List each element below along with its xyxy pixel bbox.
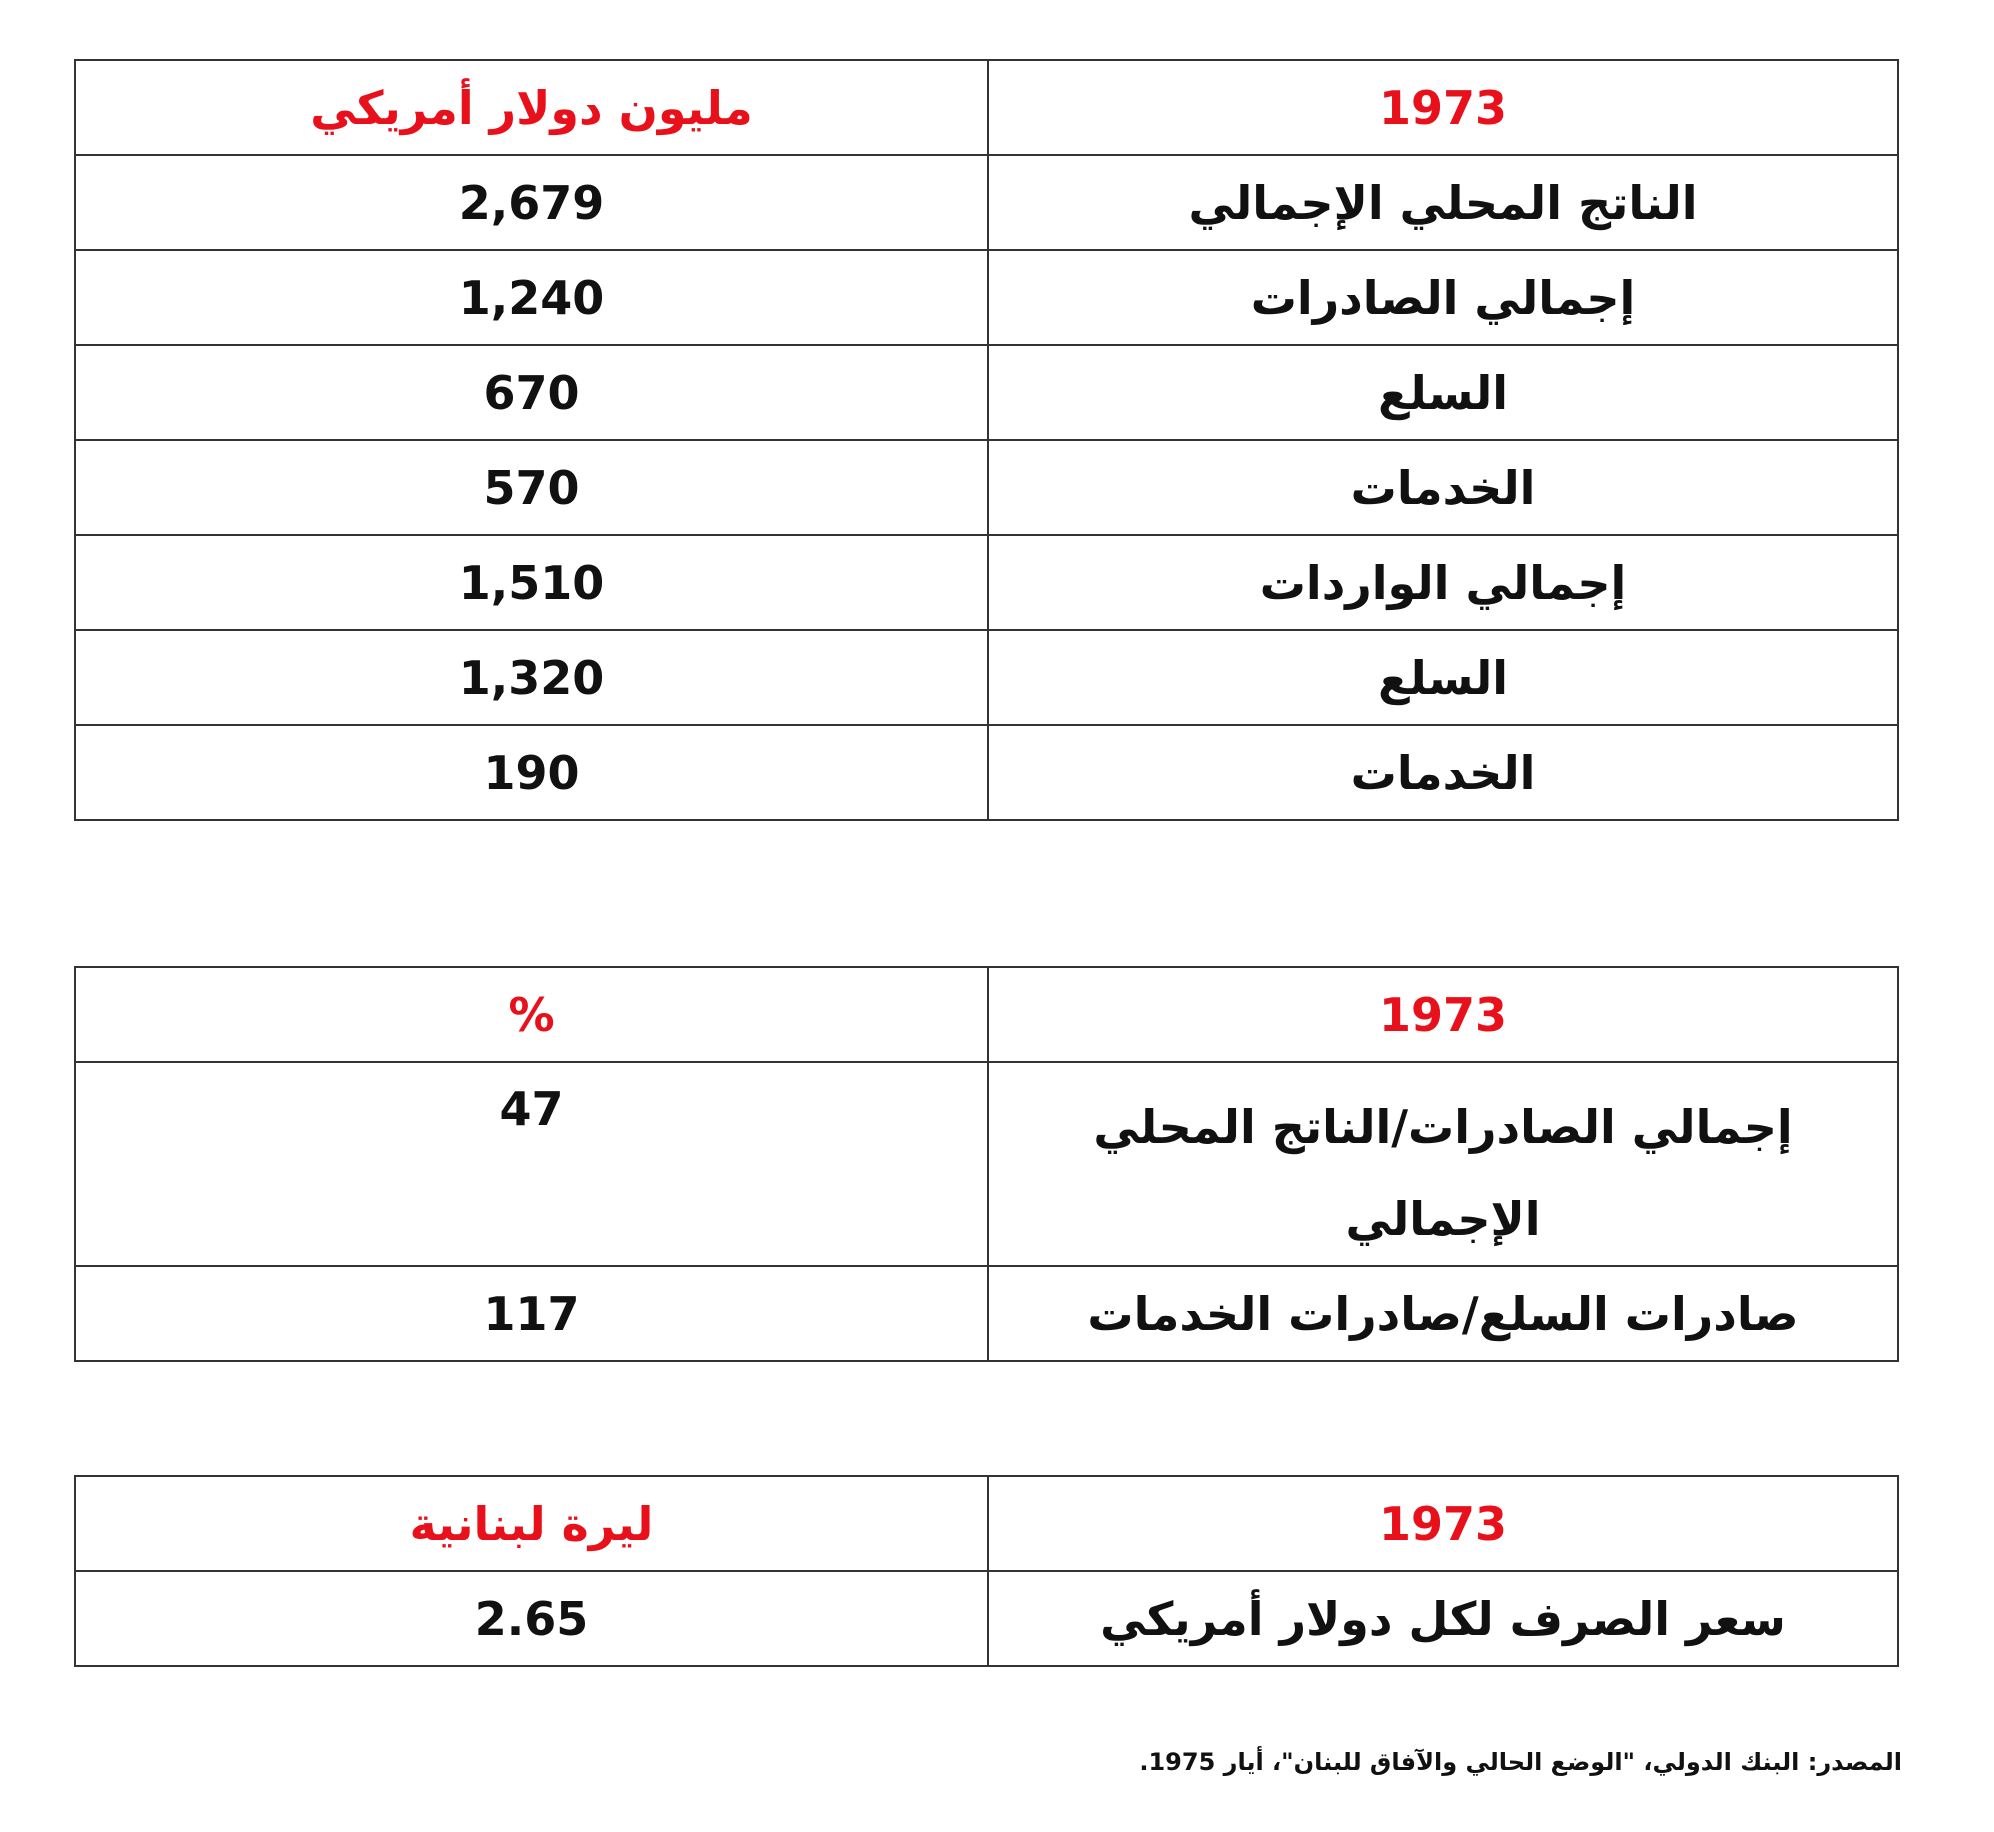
row-value: 670 bbox=[75, 345, 988, 440]
source-note: المصدر: البنك الدولي، "الوضع الحالي والآفاق للبنان"، أيار 1975. bbox=[1139, 1748, 1902, 1776]
row-label: الخدمات bbox=[988, 440, 1898, 535]
row-value: 2.65 bbox=[75, 1571, 988, 1666]
table-row bbox=[75, 1062, 1898, 1266]
table-row bbox=[75, 1266, 1898, 1361]
gdp-trade-table bbox=[74, 59, 1899, 821]
table-row bbox=[75, 155, 1898, 250]
year-header: 1973 bbox=[988, 967, 1898, 1062]
table-header-row bbox=[75, 1476, 1898, 1571]
table-header-row bbox=[75, 60, 1898, 155]
row-value: 570 bbox=[75, 440, 988, 535]
row-label: إجمالي الصادرات/الناتج المحلي الإجمالي bbox=[988, 1062, 1898, 1266]
row-value: 47 bbox=[75, 1062, 988, 1266]
unit-header: مليون دولار أمريكي bbox=[75, 60, 988, 155]
row-label: الناتج المحلي الإجمالي bbox=[988, 155, 1898, 250]
row-value: 1,320 bbox=[75, 630, 988, 725]
ratio-table bbox=[74, 966, 1899, 1362]
row-value: 2,679 bbox=[75, 155, 988, 250]
exchange-rate-table bbox=[74, 1475, 1899, 1667]
row-label: السلع bbox=[988, 345, 1898, 440]
row-label: السلع bbox=[988, 630, 1898, 725]
row-value: 190 bbox=[75, 725, 988, 820]
row-label: الخدمات bbox=[988, 725, 1898, 820]
row-value: 1,240 bbox=[75, 250, 988, 345]
row-label: إجمالي الصادرات bbox=[988, 250, 1898, 345]
table-row bbox=[75, 535, 1898, 630]
row-label: إجمالي الواردات bbox=[988, 535, 1898, 630]
year-header: 1973 bbox=[988, 1476, 1898, 1571]
table-row bbox=[75, 1571, 1898, 1666]
row-label: صادرات السلع/صادرات الخدمات bbox=[988, 1266, 1898, 1361]
table-row bbox=[75, 440, 1898, 535]
table-row bbox=[75, 630, 1898, 725]
row-label: سعر الصرف لكل دولار أمريكي bbox=[988, 1571, 1898, 1666]
table-row bbox=[75, 725, 1898, 820]
row-value: 1,510 bbox=[75, 535, 988, 630]
row-value: 117 bbox=[75, 1266, 988, 1361]
table-row bbox=[75, 250, 1898, 345]
table-header-row bbox=[75, 967, 1898, 1062]
unit-header: ليرة لبنانية bbox=[75, 1476, 988, 1571]
table-row bbox=[75, 345, 1898, 440]
unit-header: % bbox=[75, 967, 988, 1062]
year-header: 1973 bbox=[988, 60, 1898, 155]
